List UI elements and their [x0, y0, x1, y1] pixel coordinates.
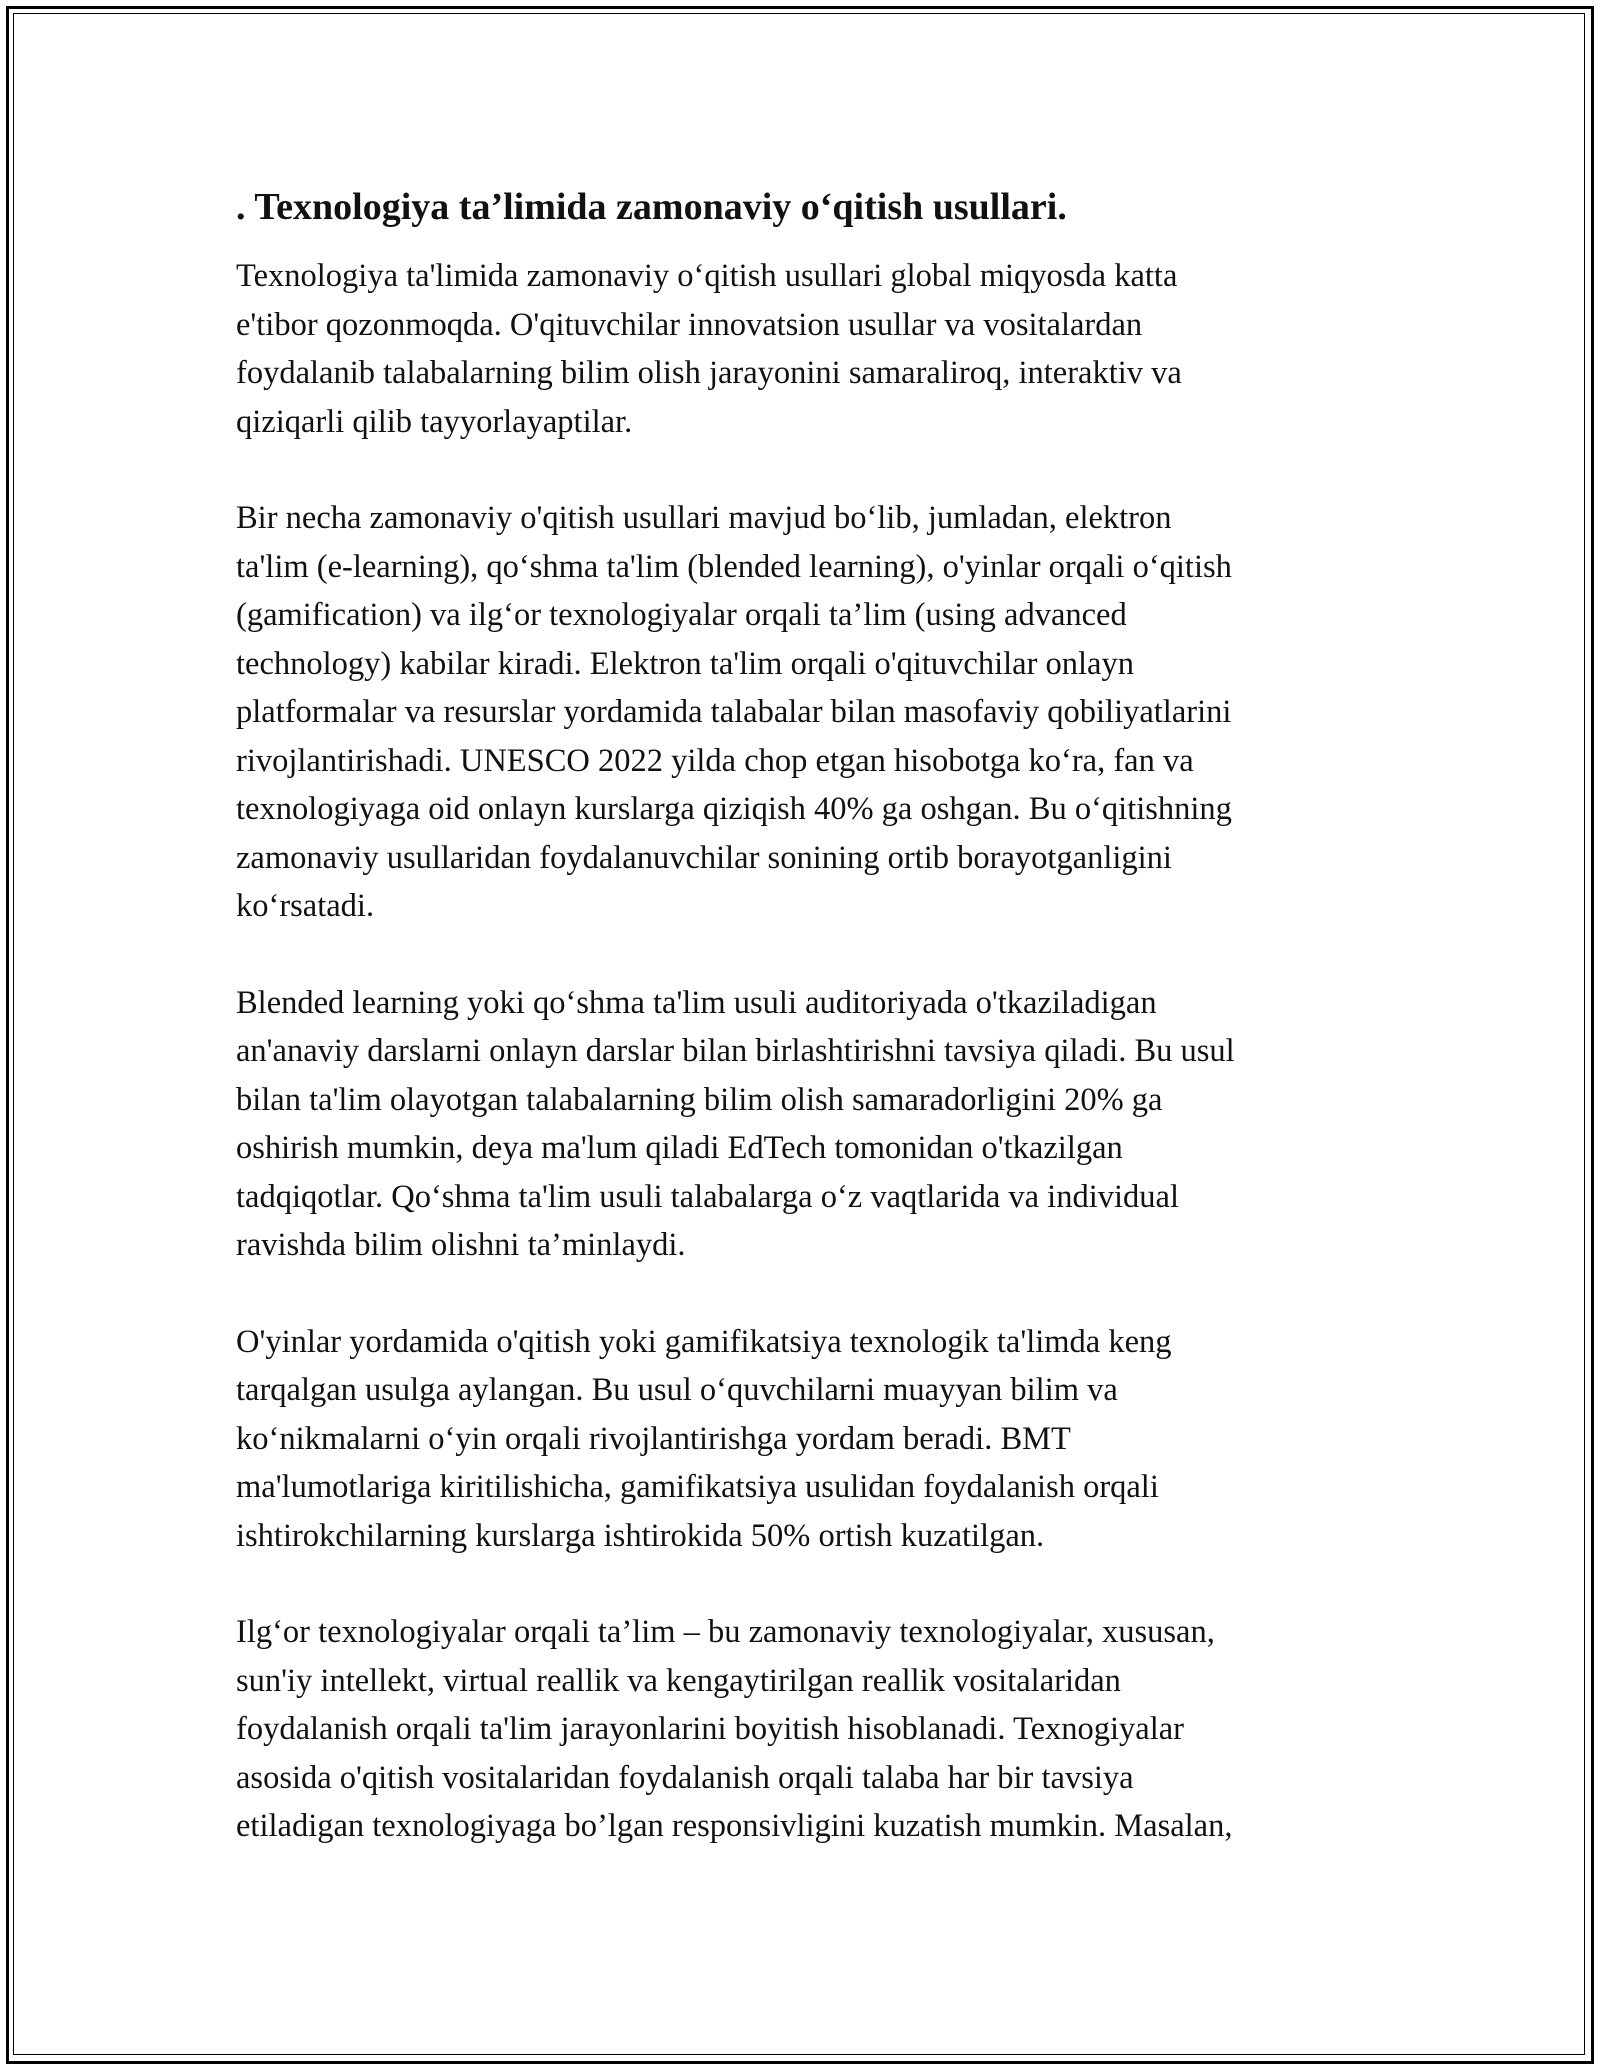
- paragraph-5: [236, 1608, 1371, 1851]
- text-line: foydalanish orqali ta'lim jarayonlarini boyitish hisoblanadi. Texnogiyalar: [236, 1711, 1184, 1747]
- text-line: tadqiqotlar. Qo‘shma ta'lim usuli talabalarga o‘z vaqtlarida va individual: [236, 1178, 1179, 1215]
- text-line: Ilg‘or texnologiyalar orqali ta’lim – bu zamonaviy texnologiyalar, xususan,: [236, 1614, 1215, 1650]
- text-line: zamonaviy usullaridan foydalanuvchilar sonining ortib borayotganligini: [236, 839, 1172, 876]
- text-line: Bir necha zamonaviy o'qitish usullari mavjud bo‘lib, jumladan, elektron: [236, 500, 1172, 536]
- text-line: ko‘nikmalarni o‘yin orqali rivojlantirishga yordam beradi. BMT: [236, 1420, 1071, 1457]
- paragraph-4: [236, 1318, 1371, 1561]
- text-line: asosida o'qitish vositalaridan foydalanish orqali talaba har bir tavsiya: [236, 1759, 1134, 1796]
- paragraph-2: [236, 494, 1371, 931]
- text-line: ishtirokchilarning kurslarga ishtirokida 50% ortish kuzatilgan.: [236, 1517, 1045, 1554]
- text-line: texnologiyaga oid onlayn kurslarga qiziqish 40% ga oshgan. Bu o‘qitishning: [236, 791, 1232, 827]
- text-line: ravishda bilim olishni ta’minlaydi.: [236, 1227, 686, 1263]
- text-line: oshirish mumkin, deya ma'lum qiladi EdTech tomonidan o'tkazilgan: [236, 1130, 1123, 1166]
- text-line: ma'lumotlariga kiritilishicha, gamifikatsiya usulidan foydalanish orqali: [236, 1469, 1159, 1505]
- text-line: ko‘rsatadi.: [236, 888, 375, 924]
- text-line: tarqalgan usulga aylangan. Bu usul o‘quvchilarni muayyan bilim va: [236, 1372, 1118, 1408]
- text-line: Blended learning yoki qo‘shma ta'lim usuli auditoriyada o'tkaziladigan: [236, 984, 1157, 1021]
- text-line: rivojlantirishadi. UNESCO 2022 yilda chop etgan hisobotga ko‘ra, fan va: [236, 742, 1194, 779]
- document-page: [236, 184, 1371, 1899]
- text-line: sun'iy intellekt, virtual reallik va kengaytirilgan reallik vositalaridan: [236, 1662, 1121, 1699]
- text-line: bilan ta'lim olayotgan talabalarning bilim olish samaradorligini 20% ga: [236, 1081, 1163, 1118]
- text-line: platformalar va resurslar yordamida talabalar bilan masofaviy qobiliyatlarini: [236, 694, 1232, 730]
- text-line: ta'lim (e-learning), qo‘shma ta'lim (blended learning), o'yinlar orqali o‘qitish: [236, 548, 1232, 585]
- paragraph-1: [236, 252, 1371, 446]
- text-line: qiziqarli qilib tayyorlayaptilar.: [236, 403, 633, 440]
- text-line: an'anaviy darslarni onlayn darslar bilan birlashtirishni tavsiya qiladi. Bu usul: [236, 1033, 1235, 1069]
- text-line: (gamification) va ilg‘or texnologiyalar orqali ta’lim (using advanced: [236, 597, 1127, 633]
- text-line: O'yinlar yordamida o'qitish yoki gamifikatsiya texnologik ta'limda keng: [236, 1323, 1172, 1360]
- text-line: e'tibor qozonmoqda. O'qituvchilar innovatsion usullar va vositalardan: [236, 306, 1143, 343]
- document-title: . Texnologiya ta’limida zamonaviy o‘qitish usullari.: [236, 186, 1067, 228]
- text-line: foydalanib talabalarning bilim olish jarayonini samaraliroq, interaktiv va: [236, 355, 1182, 391]
- text-line: Texnologiya ta'limida zamonaviy o‘qitish usullari global miqyosda katta: [236, 258, 1178, 294]
- text-line: etiladigan texnologiyaga bo’lgan responsivligini kuzatish mumkin. Masalan,: [236, 1808, 1233, 1844]
- paragraph-3: [236, 979, 1371, 1270]
- text-line: technology) kabilar kiradi. Elektron ta'lim orqali o'qituvchilar onlayn: [236, 645, 1134, 682]
